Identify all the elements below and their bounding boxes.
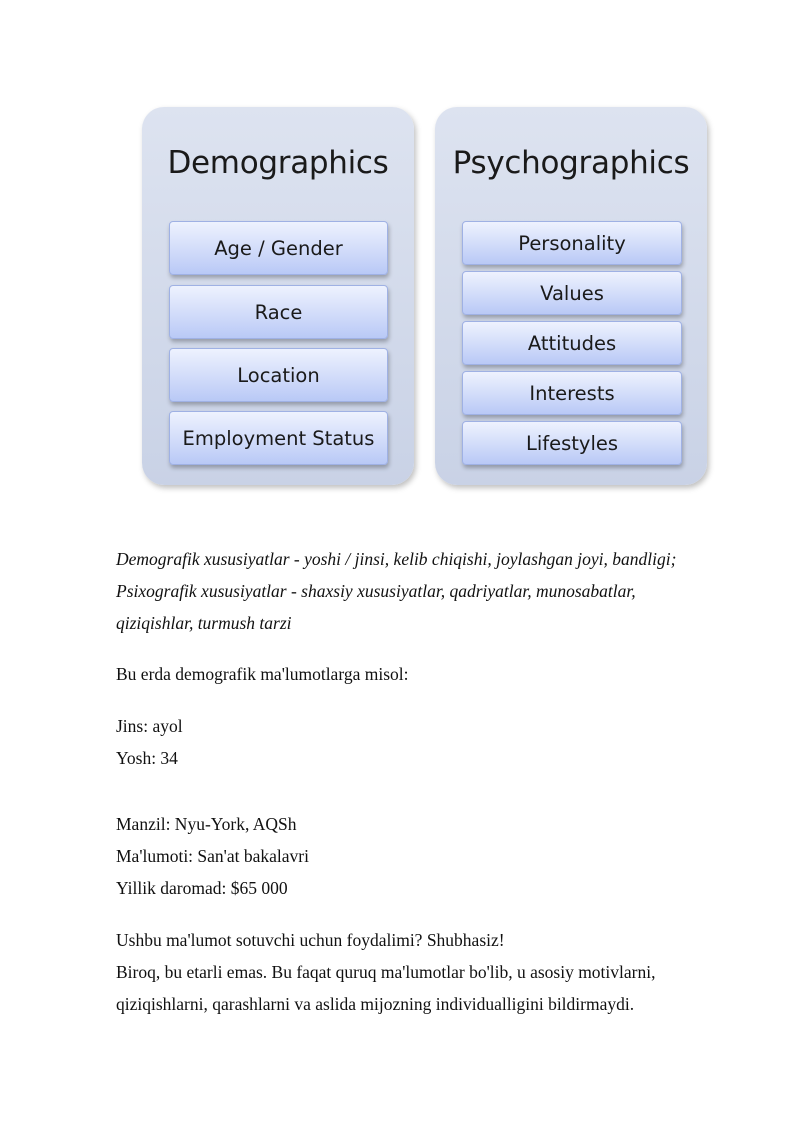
psychographics-item-lifestyles: Lifestyles [462,421,682,465]
demographics-item-employment-status: Employment Status [169,411,388,465]
demographics-panel [142,107,414,485]
caption-line-2: Psixografik xususiyatlar - shaxsiy xususiyatlar, qadriyatlar, munosabatlar, [116,581,636,601]
paragraph-line-2: qiziqishlarni, qarashlarni va aslida mijozning individualligini bildirmaydi. [116,994,635,1014]
psychographics-title: Psychographics [452,145,690,181]
paragraph-line-1: Biroq, bu etarli emas. Bu faqat quruq ma'lumotlar bo'lib, u asosiy motivlarni, [116,962,656,982]
education-line: Ma'lumoti: San'at bakalavri [116,846,309,866]
demographics-item-location: Location [169,348,388,402]
demographics-title: Demographics [167,145,389,181]
age-line: Yosh: 34 [116,748,178,768]
caption-line-1: Demografik xususiyatlar - yoshi / jinsi, kelib chiqishi, joylashgan joyi, bandligi; [116,549,677,569]
address-line: Manzil: Nyu-York, AQSh [116,814,297,834]
psychographics-item-attitudes: Attitudes [462,321,682,365]
psychographics-item-values: Values [462,271,682,315]
caption-line-3: qiziqishlar, turmush tarzi [116,613,292,633]
intro-text: Bu erda demografik ma'lumotlarga misol: [116,664,409,684]
question-line: Ushbu ma'lumot sotuvchi uchun foydalimi? Shubhasiz! [116,930,505,950]
psychographics-panel [435,107,707,485]
income-line: Yillik daromad: $65 000 [116,878,288,898]
demographics-item-race: Race [169,285,388,339]
psychographics-item-interests: Interests [462,371,682,415]
gender-line: Jins: ayol [116,716,183,736]
psychographics-item-personality: Personality [462,221,682,265]
demographics-item-age-gender: Age / Gender [169,221,388,275]
